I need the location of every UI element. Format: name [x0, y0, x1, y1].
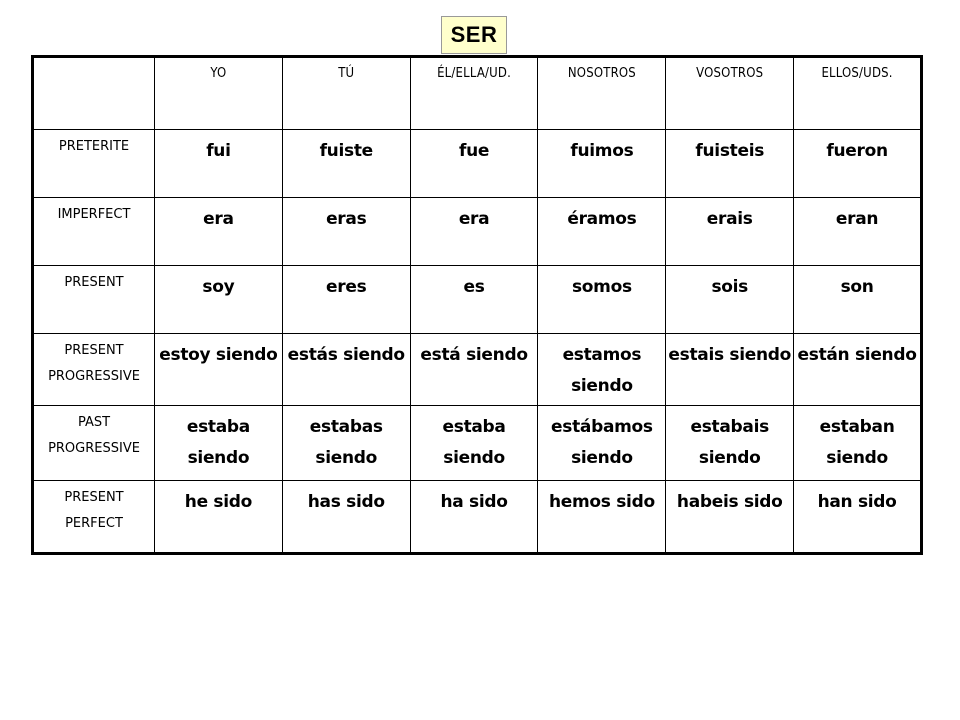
- form-cell: estaba siendo: [410, 406, 538, 481]
- corner-cell: [33, 57, 155, 130]
- form-cell: he sido: [155, 481, 283, 554]
- table-row: [33, 481, 922, 554]
- table-row: [33, 406, 922, 481]
- form-cell: eres: [282, 266, 410, 334]
- form-cell: somos: [538, 266, 666, 334]
- form-cell: erais: [666, 198, 794, 266]
- tense-label: IMPERFECT: [33, 198, 155, 266]
- form-cell: era: [410, 198, 538, 266]
- form-cell: sois: [666, 266, 794, 334]
- form-cell: ha sido: [410, 481, 538, 554]
- form-cell: estás siendo: [282, 334, 410, 406]
- header-ellos-uds: ELLOS/UDS.: [794, 57, 922, 130]
- header-row: [33, 57, 922, 130]
- form-cell: era: [155, 198, 283, 266]
- form-cell: estábamos siendo: [538, 406, 666, 481]
- tense-label: PRESENT PERFECT: [33, 481, 155, 554]
- verb-title: SER: [441, 16, 507, 54]
- form-cell: fuisteis: [666, 130, 794, 198]
- form-cell: estaban siendo: [794, 406, 922, 481]
- form-cell: has sido: [282, 481, 410, 554]
- form-cell: está siendo: [410, 334, 538, 406]
- form-cell: fueron: [794, 130, 922, 198]
- form-cell: es: [410, 266, 538, 334]
- form-cell: estabais siendo: [666, 406, 794, 481]
- table-row: [33, 266, 922, 334]
- form-cell: están siendo: [794, 334, 922, 406]
- header-nosotros: NOSOTROS: [538, 57, 666, 130]
- form-cell: éramos: [538, 198, 666, 266]
- form-cell: estais siendo: [666, 334, 794, 406]
- form-cell: estamos siendo: [538, 334, 666, 406]
- form-cell: estoy siendo: [155, 334, 283, 406]
- form-cell: eran: [794, 198, 922, 266]
- form-cell: estaba siendo: [155, 406, 283, 481]
- tense-label: PRETERITE: [33, 130, 155, 198]
- header-vosotros: VOSOTROS: [666, 57, 794, 130]
- tense-label: PAST PROGRESSIVE: [33, 406, 155, 481]
- form-cell: fuiste: [282, 130, 410, 198]
- header-el-ella-ud: ÉL/ELLA/UD.: [410, 57, 538, 130]
- tense-label: PRESENT PROGRESSIVE: [33, 334, 155, 406]
- form-cell: fuimos: [538, 130, 666, 198]
- form-cell: fui: [155, 130, 283, 198]
- header-yo: YO: [155, 57, 283, 130]
- form-cell: han sido: [794, 481, 922, 554]
- form-cell: hemos sido: [538, 481, 666, 554]
- table-row: [33, 334, 922, 406]
- form-cell: estabas siendo: [282, 406, 410, 481]
- table-row: [33, 130, 922, 198]
- table-row: [33, 198, 922, 266]
- conjugation-table: [31, 55, 923, 555]
- form-cell: fue: [410, 130, 538, 198]
- form-cell: son: [794, 266, 922, 334]
- tense-label: PRESENT: [33, 266, 155, 334]
- form-cell: soy: [155, 266, 283, 334]
- form-cell: eras: [282, 198, 410, 266]
- header-tu: TÚ: [282, 57, 410, 130]
- form-cell: habeis sido: [666, 481, 794, 554]
